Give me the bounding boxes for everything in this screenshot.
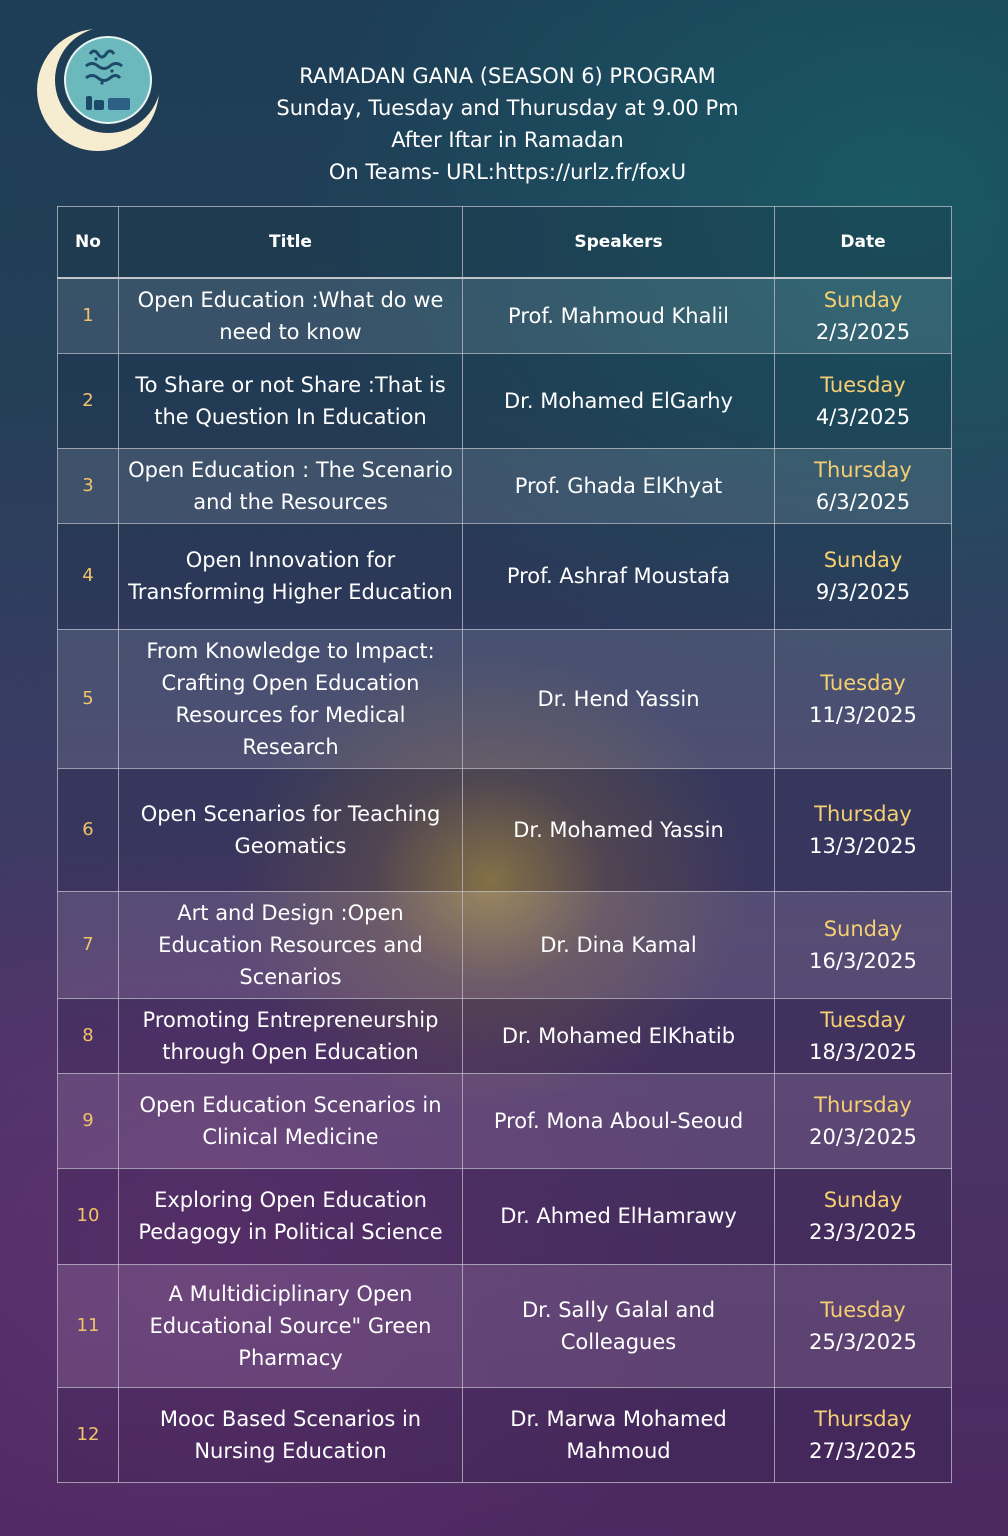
- row-day: Thursday: [814, 1092, 912, 1117]
- row-speaker: Prof. Ashraf Moustafa: [463, 523, 775, 629]
- row-title: Promoting Entrepreneurship through Open Education: [119, 998, 463, 1073]
- row-title: Open Scenarios for Teaching Geomatics: [119, 768, 463, 891]
- row-speaker: Dr. Mohamed Yassin: [463, 768, 775, 891]
- row-number: 6: [58, 768, 119, 891]
- row-number: 10: [58, 1168, 119, 1264]
- row-title: A Multidiciplinary Open Educational Source" Green Pharmacy: [119, 1264, 463, 1387]
- row-day: Sunday: [823, 1188, 903, 1212]
- row-speaker: Dr. Hend Yassin: [463, 629, 775, 768]
- table-row: [58, 523, 952, 629]
- table-row: [58, 768, 952, 891]
- row-date-cell: [775, 448, 952, 523]
- header-title: Title: [119, 207, 463, 279]
- row-date-cell: [775, 278, 952, 353]
- row-speaker: Dr. Marwa Mohamed Mahmoud: [463, 1387, 775, 1482]
- table-row: [58, 1264, 952, 1387]
- row-day: Tuesday: [820, 1297, 906, 1322]
- row-title: Open Education Scenarios in Clinical Medicine: [119, 1073, 463, 1168]
- program-table: [57, 206, 952, 1483]
- row-speaker: Dr. Mohamed ElGarhy: [463, 353, 775, 448]
- program-timing-note: After Iftar in Ramadan: [391, 128, 624, 152]
- header-speakers: Speakers: [463, 207, 775, 279]
- row-date-cell: [775, 523, 952, 629]
- table-row: [58, 1168, 952, 1264]
- row-date-cell: [775, 629, 952, 768]
- row-day: Sunday: [823, 287, 903, 312]
- row-title: To Share or not Share :That is the Question In Education: [119, 353, 463, 448]
- row-date: 2/3/2025: [815, 319, 911, 344]
- row-speaker: Dr. Sally Galal and Colleagues: [463, 1264, 775, 1387]
- table-row: [58, 629, 952, 768]
- row-date-cell: [775, 1264, 952, 1387]
- row-speaker: Dr. Mohamed ElKhatib: [463, 998, 775, 1073]
- table-row: [58, 278, 952, 353]
- header-no: No: [58, 207, 119, 279]
- row-day: Thursday: [814, 1406, 912, 1431]
- row-day: Tuesday: [820, 372, 906, 397]
- row-number: 5: [58, 629, 119, 768]
- row-date: 18/3/2025: [809, 1039, 917, 1064]
- row-day: Sunday: [823, 916, 903, 941]
- row-number: 4: [58, 523, 119, 629]
- row-date: 11/3/2025: [809, 702, 917, 727]
- row-speaker: Dr. Dina Kamal: [463, 891, 775, 998]
- row-title: Art and Design :Open Education Resources and Scenarios: [119, 891, 463, 998]
- row-date: 13/3/2025: [809, 833, 917, 858]
- row-date-cell: [775, 353, 952, 448]
- header-date: Date: [775, 207, 952, 279]
- row-date-cell: [775, 1168, 952, 1264]
- program-header: [0, 60, 1008, 188]
- row-number: 12: [58, 1387, 119, 1482]
- row-date-cell: [775, 1387, 952, 1482]
- row-speaker: Prof. Mahmoud Khalil: [463, 278, 775, 353]
- row-speaker: Prof. Mona Aboul-Seoud: [463, 1073, 775, 1168]
- program-schedule-days: Sunday, Tuesday and Thurusday at 9.00 Pm: [276, 96, 739, 120]
- row-number: 1: [58, 278, 119, 353]
- table-row: [58, 1073, 952, 1168]
- row-date-cell: [775, 998, 952, 1073]
- row-date-cell: [775, 768, 952, 891]
- row-number: 11: [58, 1264, 119, 1387]
- row-speaker: Prof. Ghada ElKhyat: [463, 448, 775, 523]
- row-day: Thursday: [814, 457, 912, 482]
- row-title: Open Education :What do we need to know: [119, 278, 463, 353]
- table-row: [58, 998, 952, 1073]
- row-date: 9/3/2025: [815, 580, 911, 604]
- row-number: 8: [58, 998, 119, 1073]
- row-title: Mooc Based Scenarios in Nursing Education: [119, 1387, 463, 1482]
- row-title: From Knowledge to Impact: Crafting Open Education Resources for Medical Research: [119, 629, 463, 768]
- row-number: 9: [58, 1073, 119, 1168]
- row-date: 4/3/2025: [815, 404, 911, 429]
- table-row: [58, 891, 952, 998]
- table-header-row: [58, 207, 952, 279]
- row-number: 7: [58, 891, 119, 998]
- row-title: Open Innovation for Transforming Higher Education: [119, 523, 463, 629]
- row-title: Exploring Open Education Pedagogy in Political Science: [119, 1168, 463, 1264]
- row-title: Open Education : The Scenario and the Resources: [119, 448, 463, 523]
- table-row: [58, 1387, 952, 1482]
- program-teams-url[interactable]: On Teams- URL:https://urlz.fr/foxU: [328, 160, 687, 184]
- table-row: [58, 448, 952, 523]
- row-day: Tuesday: [820, 670, 906, 695]
- row-date: 6/3/2025: [815, 489, 911, 514]
- row-speaker: Dr. Ahmed ElHamrawy: [463, 1168, 775, 1264]
- row-date: 20/3/2025: [809, 1124, 917, 1149]
- row-date: 23/3/2025: [809, 1220, 917, 1244]
- row-date: 25/3/2025: [809, 1329, 917, 1354]
- row-day: Sunday: [823, 548, 903, 572]
- row-date-cell: [775, 1073, 952, 1168]
- program-title: RAMADAN GANA (SEASON 6) PROGRAM: [299, 64, 716, 88]
- row-date: 27/3/2025: [809, 1438, 917, 1463]
- row-day: Tuesday: [820, 1007, 906, 1032]
- row-date-cell: [775, 891, 952, 998]
- table-row: [58, 353, 952, 448]
- row-day: Thursday: [814, 801, 912, 826]
- row-date: 16/3/2025: [809, 948, 917, 973]
- row-number: 2: [58, 353, 119, 448]
- row-number: 3: [58, 448, 119, 523]
